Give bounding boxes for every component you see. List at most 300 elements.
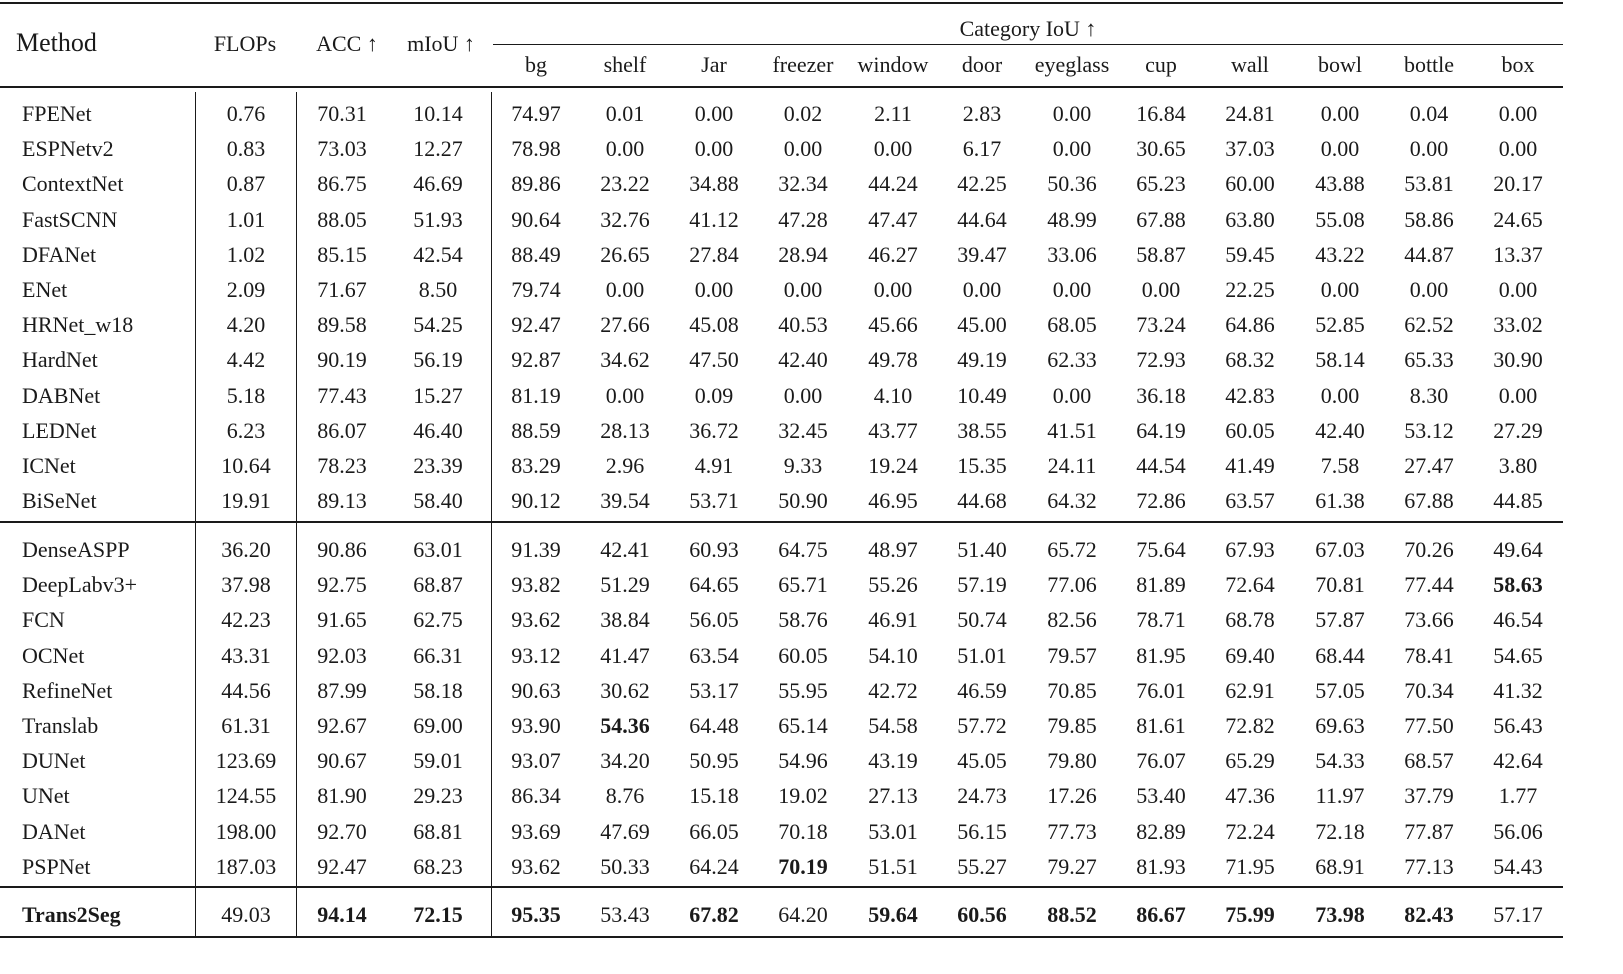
iou-cell-eyeglass: 65.72	[1047, 537, 1097, 562]
iou-cell-box: 33.02	[1493, 312, 1543, 337]
iou-cell-shelf: 39.54	[600, 488, 650, 513]
iou-cell-jar: 0.00	[694, 277, 734, 302]
miou-cell: 58.18	[413, 678, 463, 703]
iou-cell-jar: 47.50	[689, 347, 739, 372]
iou-cell-jar: 66.05	[689, 819, 739, 844]
iou-cell-bottle: 77.50	[1404, 713, 1454, 738]
iou-cell-box: 24.65	[1493, 207, 1543, 232]
iou-cell-bottle: 0.00	[1409, 136, 1449, 161]
iou-cell-eyeglass: 70.85	[1047, 678, 1097, 703]
iou-cell-wall: 71.95	[1225, 854, 1275, 879]
iou-cell-window: 44.24	[868, 171, 918, 196]
iou-cell-wall: 22.25	[1225, 277, 1275, 302]
iou-cell-freezer: 9.33	[783, 453, 823, 478]
flops-cell: 37.98	[221, 572, 271, 597]
method-cell: HRNet_w18	[22, 312, 134, 337]
iou-cell-window: 27.13	[868, 783, 918, 808]
iou-cell-jar: 15.18	[689, 783, 739, 808]
iou-cell-bottle: 68.57	[1404, 748, 1454, 773]
iou-cell-window: 2.11	[874, 101, 912, 126]
iou-cell-shelf: 27.66	[600, 312, 650, 337]
header-miou: mIoU ↑	[407, 31, 475, 56]
miou-cell: 72.15	[413, 902, 463, 927]
iou-cell-wall: 42.83	[1225, 383, 1275, 408]
method-cell: DFANet	[22, 242, 97, 267]
iou-cell-freezer: 0.00	[783, 383, 823, 408]
iou-cell-bowl: 52.85	[1315, 312, 1365, 337]
iou-cell-freezer: 28.94	[778, 242, 828, 267]
iou-cell-box: 0.00	[1498, 136, 1538, 161]
flops-cell: 44.56	[221, 678, 271, 703]
iou-cell-cup: 73.24	[1136, 312, 1186, 337]
iou-cell-door: 55.27	[957, 854, 1007, 879]
iou-cell-cup: 16.84	[1136, 101, 1186, 126]
method-cell: ESPNetv2	[22, 136, 114, 161]
iou-cell-freezer: 58.76	[778, 607, 828, 632]
iou-cell-bottle: 65.33	[1404, 347, 1454, 372]
iou-cell-window: 47.47	[868, 207, 918, 232]
iou-cell-bowl: 0.00	[1320, 136, 1360, 161]
flops-cell: 6.23	[226, 418, 266, 443]
iou-cell-bowl: 57.05	[1315, 678, 1365, 703]
iou-cell-window: 55.26	[868, 572, 918, 597]
iou-cell-bg: 86.34	[511, 783, 561, 808]
iou-cell-bowl: 67.03	[1315, 537, 1365, 562]
iou-cell-eyeglass: 0.00	[1052, 383, 1092, 408]
header-category-shelf: shelf	[603, 52, 647, 77]
miou-cell: 51.93	[413, 207, 463, 232]
miou-cell: 58.40	[413, 488, 463, 513]
iou-cell-bg: 93.07	[511, 748, 561, 773]
acc-cell: 85.15	[317, 242, 367, 267]
iou-cell-jar: 67.82	[689, 902, 739, 927]
method-cell: FCN	[22, 607, 65, 632]
miou-cell: 66.31	[413, 643, 463, 668]
iou-cell-bowl: 11.97	[1315, 783, 1365, 808]
iou-cell-window: 54.10	[868, 643, 918, 668]
iou-cell-bottle: 58.86	[1404, 207, 1454, 232]
iou-cell-box: 20.17	[1493, 171, 1543, 196]
method-cell: DenseASPP	[22, 537, 130, 562]
iou-cell-freezer: 55.95	[778, 678, 828, 703]
iou-cell-door: 0.00	[962, 277, 1002, 302]
iou-cell-door: 50.74	[957, 607, 1007, 632]
iou-cell-door: 56.15	[957, 819, 1007, 844]
iou-cell-door: 6.17	[962, 136, 1002, 161]
flops-cell: 4.42	[226, 347, 266, 372]
miou-cell: 46.40	[413, 418, 463, 443]
iou-cell-bg: 90.64	[511, 207, 561, 232]
iou-cell-bottle: 82.43	[1404, 902, 1454, 927]
method-cell: PSPNet	[22, 854, 91, 879]
flops-cell: 61.31	[221, 713, 271, 738]
iou-cell-window: 4.10	[873, 383, 913, 408]
iou-cell-shelf: 23.22	[600, 171, 650, 196]
flops-cell: 42.23	[221, 607, 271, 632]
iou-cell-bowl: 73.98	[1315, 902, 1365, 927]
iou-cell-shelf: 0.00	[605, 383, 645, 408]
iou-cell-jar: 34.88	[689, 171, 739, 196]
iou-cell-eyeglass: 0.00	[1052, 277, 1092, 302]
iou-cell-bg: 95.35	[511, 902, 561, 927]
method-cell: DANet	[22, 819, 86, 844]
iou-cell-wall: 65.29	[1225, 748, 1275, 773]
method-cell: Translab	[22, 713, 99, 738]
flops-cell: 0.76	[226, 101, 266, 126]
iou-cell-bowl: 0.00	[1320, 277, 1360, 302]
iou-cell-door: 45.05	[957, 748, 1007, 773]
flops-cell: 5.18	[226, 383, 266, 408]
miou-cell: 69.00	[413, 713, 463, 738]
iou-cell-cup: 81.95	[1136, 643, 1186, 668]
iou-cell-window: 46.91	[868, 607, 918, 632]
flops-cell: 124.55	[215, 783, 277, 808]
miou-cell: 42.54	[413, 242, 463, 267]
iou-cell-cup: 81.61	[1136, 713, 1186, 738]
iou-cell-freezer: 50.90	[778, 488, 828, 513]
iou-cell-cup: 81.89	[1136, 572, 1186, 597]
iou-cell-door: 46.59	[957, 678, 1007, 703]
iou-cell-shelf: 47.69	[600, 819, 650, 844]
iou-cell-jar: 50.95	[689, 748, 739, 773]
iou-cell-window: 54.58	[868, 713, 918, 738]
iou-cell-shelf: 32.76	[600, 207, 650, 232]
acc-cell: 91.65	[317, 607, 367, 632]
iou-cell-window: 43.77	[868, 418, 918, 443]
iou-cell-wall: 64.86	[1225, 312, 1275, 337]
group-separator-1	[0, 521, 1563, 523]
iou-cell-eyeglass: 0.00	[1052, 101, 1092, 126]
miou-cell: 46.69	[413, 171, 463, 196]
flops-cell: 4.20	[226, 312, 266, 337]
iou-cell-shelf: 54.36	[600, 713, 650, 738]
miou-cell: 29.23	[413, 783, 463, 808]
iou-cell-wall: 72.82	[1225, 713, 1275, 738]
iou-cell-freezer: 64.75	[778, 537, 828, 562]
iou-cell-shelf: 53.43	[600, 902, 650, 927]
iou-cell-window: 46.95	[868, 488, 918, 513]
iou-cell-bg: 93.69	[511, 819, 561, 844]
iou-cell-eyeglass: 48.99	[1047, 207, 1097, 232]
iou-cell-bg: 90.63	[511, 678, 561, 703]
iou-cell-box: 46.54	[1493, 607, 1543, 632]
acc-cell: 90.86	[317, 537, 367, 562]
iou-cell-bowl: 68.91	[1315, 854, 1365, 879]
iou-cell-door: 57.19	[957, 572, 1007, 597]
iou-cell-jar: 0.00	[694, 101, 734, 126]
iou-cell-eyeglass: 50.36	[1047, 171, 1097, 196]
iou-cell-wall: 68.78	[1225, 607, 1275, 632]
flops-cell: 1.02	[226, 242, 266, 267]
iou-cell-freezer: 70.18	[778, 819, 828, 844]
iou-cell-bg: 92.87	[511, 347, 561, 372]
iou-cell-box: 41.32	[1493, 678, 1543, 703]
acc-cell: 92.70	[317, 819, 367, 844]
iou-cell-bowl: 58.14	[1315, 347, 1365, 372]
iou-cell-wall: 69.40	[1225, 643, 1275, 668]
acc-cell: 87.99	[317, 678, 367, 703]
iou-cell-freezer: 0.02	[783, 101, 823, 126]
iou-cell-shelf: 38.84	[600, 607, 650, 632]
iou-cell-box: 54.43	[1493, 854, 1543, 879]
iou-cell-jar: 0.09	[694, 383, 734, 408]
iou-cell-door: 24.73	[957, 783, 1007, 808]
acc-cell: 94.14	[317, 902, 367, 927]
method-cell: OCNet	[22, 643, 85, 668]
flops-cell: 123.69	[215, 748, 277, 773]
iou-cell-cup: 82.89	[1136, 819, 1186, 844]
iou-cell-jar: 60.93	[689, 537, 739, 562]
iou-cell-box: 44.85	[1493, 488, 1543, 513]
iou-cell-shelf: 51.29	[600, 572, 650, 597]
flops-cell: 187.03	[215, 854, 277, 879]
iou-cell-window: 49.78	[868, 347, 918, 372]
iou-cell-freezer: 47.28	[778, 207, 828, 232]
iou-cell-door: 2.83	[962, 101, 1002, 126]
header-method: Method	[16, 28, 97, 57]
iou-cell-wall: 24.81	[1225, 101, 1275, 126]
iou-cell-door: 44.64	[957, 207, 1007, 232]
header-category-door: door	[961, 52, 1003, 77]
iou-cell-bg: 93.90	[511, 713, 561, 738]
iou-cell-shelf: 8.76	[605, 783, 645, 808]
iou-cell-cup: 36.18	[1136, 383, 1186, 408]
header-category-box: box	[1501, 52, 1535, 77]
method-cell: DUNet	[22, 748, 86, 773]
acc-cell: 78.23	[317, 453, 367, 478]
iou-cell-bg: 93.62	[511, 607, 561, 632]
iou-cell-cup: 81.93	[1136, 854, 1186, 879]
iou-cell-door: 57.72	[957, 713, 1007, 738]
iou-cell-wall: 63.80	[1225, 207, 1275, 232]
iou-cell-box: 58.63	[1493, 572, 1543, 597]
miou-cell: 59.01	[413, 748, 463, 773]
iou-cell-cup: 72.93	[1136, 347, 1186, 372]
iou-cell-door: 44.68	[957, 488, 1007, 513]
iou-cell-shelf: 41.47	[600, 643, 650, 668]
iou-cell-shelf: 26.65	[600, 242, 650, 267]
acc-cell: 81.90	[317, 783, 367, 808]
iou-cell-cup: 75.64	[1136, 537, 1186, 562]
iou-cell-bg: 83.29	[511, 453, 561, 478]
iou-cell-freezer: 70.19	[778, 854, 828, 879]
iou-cell-bottle: 0.00	[1409, 277, 1449, 302]
flops-cell: 36.20	[221, 537, 271, 562]
iou-cell-box: 30.90	[1493, 347, 1543, 372]
iou-cell-wall: 60.00	[1225, 171, 1275, 196]
acc-cell: 92.03	[317, 643, 367, 668]
flops-cell: 49.03	[221, 902, 271, 927]
header-category-wall: wall	[1231, 52, 1269, 77]
iou-cell-cup: 86.67	[1136, 902, 1186, 927]
iou-cell-bowl: 0.00	[1320, 101, 1360, 126]
miou-cell: 68.23	[413, 854, 463, 879]
iou-cell-freezer: 32.45	[778, 418, 828, 443]
iou-cell-wall: 47.36	[1225, 783, 1275, 808]
iou-cell-shelf: 50.33	[600, 854, 650, 879]
iou-cell-wall: 72.24	[1225, 819, 1275, 844]
iou-cell-bowl: 0.00	[1320, 383, 1360, 408]
iou-cell-bg: 79.74	[511, 277, 561, 302]
iou-cell-window: 43.19	[868, 748, 918, 773]
iou-cell-bottle: 27.47	[1404, 453, 1454, 478]
method-cell: ContextNet	[22, 171, 124, 196]
iou-cell-bowl: 72.18	[1315, 819, 1365, 844]
iou-cell-box: 0.00	[1498, 277, 1538, 302]
iou-cell-door: 39.47	[957, 242, 1007, 267]
vertical-rule-method	[195, 92, 196, 936]
iou-cell-cup: 44.54	[1136, 453, 1186, 478]
method-cell: DeepLabv3+	[22, 572, 138, 597]
iou-cell-cup: 64.19	[1136, 418, 1186, 443]
header-category-group: Category IoU ↑	[959, 16, 1097, 41]
iou-cell-door: 51.40	[957, 537, 1007, 562]
iou-cell-box: 54.65	[1493, 643, 1543, 668]
iou-cell-jar: 53.17	[689, 678, 739, 703]
iou-cell-eyeglass: 62.33	[1047, 347, 1097, 372]
iou-cell-jar: 63.54	[689, 643, 739, 668]
iou-cell-jar: 0.00	[694, 136, 734, 161]
iou-cell-freezer: 65.14	[778, 713, 828, 738]
header-category-bottle: bottle	[1403, 52, 1455, 77]
header-category-bowl: bowl	[1318, 52, 1362, 77]
iou-cell-door: 15.35	[957, 453, 1007, 478]
iou-cell-bottle: 70.34	[1404, 678, 1454, 703]
miou-cell: 56.19	[413, 347, 463, 372]
iou-cell-freezer: 54.96	[778, 748, 828, 773]
iou-cell-box: 0.00	[1498, 383, 1538, 408]
iou-cell-box: 57.17	[1493, 902, 1543, 927]
iou-cell-wall: 68.32	[1225, 347, 1275, 372]
iou-cell-bowl: 68.44	[1315, 643, 1365, 668]
iou-cell-bottle: 53.12	[1404, 418, 1454, 443]
iou-cell-bottle: 37.79	[1404, 783, 1454, 808]
flops-cell: 198.00	[215, 819, 277, 844]
iou-cell-bottle: 53.81	[1404, 171, 1454, 196]
iou-cell-wall: 62.91	[1225, 678, 1275, 703]
category-underline	[493, 44, 1563, 45]
iou-cell-shelf: 0.00	[605, 277, 645, 302]
method-cell: Trans2Seg	[22, 902, 121, 927]
iou-cell-eyeglass: 41.51	[1047, 418, 1097, 443]
iou-cell-cup: 78.71	[1136, 607, 1186, 632]
header-category-window: window	[857, 52, 929, 77]
iou-cell-box: 56.43	[1493, 713, 1543, 738]
iou-cell-bowl: 55.08	[1315, 207, 1365, 232]
acc-cell: 86.07	[317, 418, 367, 443]
iou-cell-eyeglass: 64.32	[1047, 488, 1097, 513]
method-cell: LEDNet	[22, 418, 97, 443]
iou-cell-jar: 45.08	[689, 312, 739, 337]
miou-cell: 12.27	[413, 136, 463, 161]
iou-cell-cup: 0.00	[1141, 277, 1181, 302]
acc-cell: 88.05	[317, 207, 367, 232]
iou-cell-window: 53.01	[868, 819, 918, 844]
iou-cell-eyeglass: 17.26	[1047, 783, 1097, 808]
iou-cell-freezer: 0.00	[783, 136, 823, 161]
iou-cell-freezer: 19.02	[778, 783, 828, 808]
iou-cell-bg: 93.12	[511, 643, 561, 668]
acc-cell: 90.67	[317, 748, 367, 773]
iou-cell-jar: 64.48	[689, 713, 739, 738]
iou-cell-door: 10.49	[957, 383, 1007, 408]
miou-cell: 54.25	[413, 312, 463, 337]
miou-cell: 62.75	[413, 607, 463, 632]
iou-cell-bg: 88.59	[511, 418, 561, 443]
iou-cell-bowl: 7.58	[1320, 453, 1360, 478]
flops-cell: 0.83	[226, 136, 266, 161]
iou-cell-window: 48.97	[868, 537, 918, 562]
iou-cell-door: 38.55	[957, 418, 1007, 443]
method-cell: RefineNet	[22, 678, 113, 703]
iou-cell-window: 59.64	[868, 902, 918, 927]
method-cell: UNet	[22, 783, 70, 808]
top-rule	[0, 2, 1563, 4]
iou-cell-box: 0.00	[1498, 101, 1538, 126]
iou-cell-bg: 74.97	[511, 101, 561, 126]
miou-cell: 63.01	[413, 537, 463, 562]
iou-cell-window: 19.24	[868, 453, 918, 478]
iou-cell-door: 49.19	[957, 347, 1007, 372]
iou-cell-window: 0.00	[873, 277, 913, 302]
iou-cell-freezer: 60.05	[778, 643, 828, 668]
iou-cell-shelf: 30.62	[600, 678, 650, 703]
iou-cell-eyeglass: 79.85	[1047, 713, 1097, 738]
method-cell: FastSCNN	[22, 207, 118, 232]
iou-cell-cup: 76.07	[1136, 748, 1186, 773]
iou-cell-jar: 36.72	[689, 418, 739, 443]
iou-cell-wall: 75.99	[1225, 902, 1275, 927]
miou-cell: 15.27	[413, 383, 463, 408]
iou-cell-bowl: 42.40	[1315, 418, 1365, 443]
iou-cell-wall: 60.05	[1225, 418, 1275, 443]
iou-cell-bg: 92.47	[511, 312, 561, 337]
iou-cell-bottle: 8.30	[1409, 383, 1449, 408]
flops-cell: 43.31	[221, 643, 271, 668]
acc-cell: 92.75	[317, 572, 367, 597]
iou-cell-wall: 63.57	[1225, 488, 1275, 513]
iou-cell-bottle: 73.66	[1404, 607, 1454, 632]
iou-cell-bowl: 43.88	[1315, 171, 1365, 196]
iou-cell-wall: 59.45	[1225, 242, 1275, 267]
iou-cell-bowl: 54.33	[1315, 748, 1365, 773]
iou-cell-eyeglass: 82.56	[1047, 607, 1097, 632]
iou-cell-box: 42.64	[1493, 748, 1543, 773]
miou-cell: 8.50	[418, 277, 458, 302]
iou-cell-bottle: 62.52	[1404, 312, 1454, 337]
flops-cell: 10.64	[221, 453, 271, 478]
iou-cell-jar: 64.65	[689, 572, 739, 597]
iou-cell-cup: 30.65	[1136, 136, 1186, 161]
iou-cell-bg: 81.19	[511, 383, 561, 408]
iou-cell-jar: 41.12	[689, 207, 739, 232]
iou-cell-bg: 78.98	[511, 136, 561, 161]
iou-cell-freezer: 0.00	[783, 277, 823, 302]
iou-cell-bowl: 43.22	[1315, 242, 1365, 267]
iou-cell-freezer: 32.34	[778, 171, 828, 196]
iou-cell-wall: 72.64	[1225, 572, 1275, 597]
iou-cell-cup: 76.01	[1136, 678, 1186, 703]
iou-cell-door: 42.25	[957, 171, 1007, 196]
method-cell: DABNet	[22, 383, 101, 408]
iou-cell-shelf: 34.62	[600, 347, 650, 372]
iou-cell-eyeglass: 68.05	[1047, 312, 1097, 337]
iou-cell-bottle: 77.87	[1404, 819, 1454, 844]
iou-cell-eyeglass: 77.73	[1047, 819, 1097, 844]
method-cell: ENet	[22, 277, 68, 302]
iou-cell-jar: 4.91	[694, 453, 734, 478]
iou-cell-bottle: 67.88	[1404, 488, 1454, 513]
